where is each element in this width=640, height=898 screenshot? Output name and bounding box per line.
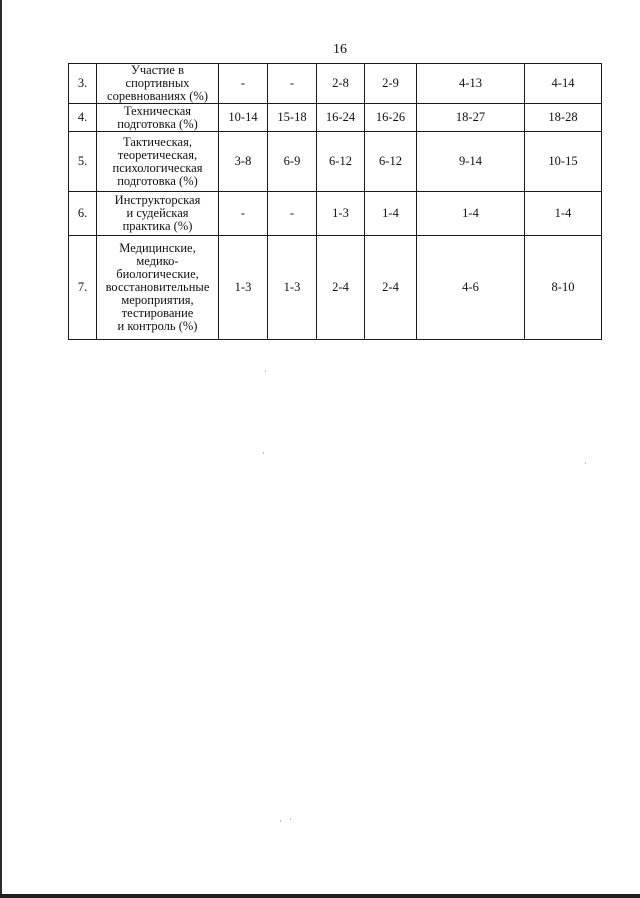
table-row (69, 192, 602, 236)
row-name (97, 236, 219, 340)
row-name-line: биологические, (116, 267, 199, 281)
table-cell: 18-28 (525, 104, 602, 132)
row-name-line: подготовка (%) (117, 116, 198, 131)
row-name (97, 192, 219, 236)
row-number: 5. (69, 132, 97, 192)
table-cell: 10-14 (219, 104, 268, 132)
row-name-line: психологическая (112, 160, 203, 175)
table-row (69, 132, 602, 192)
scan-speck (265, 370, 266, 372)
table-cell: 4-14 (525, 64, 602, 104)
row-number: 4. (69, 104, 97, 132)
row-name-line: восстановительные (105, 280, 210, 294)
row-name-line: Тактическая, (123, 134, 192, 149)
table-cell: 1-3 (268, 236, 317, 340)
row-name-line: теоретическая, (117, 147, 198, 162)
table-cell: 2-8 (317, 64, 365, 104)
row-name-line: Участие в спортивных (125, 63, 190, 90)
training-plan-table (68, 63, 602, 340)
table-row (69, 104, 602, 132)
table-cell: 1-4 (365, 192, 417, 236)
row-name-line: и судейская (126, 206, 189, 220)
table-cell: - (268, 64, 317, 104)
row-number: 6. (69, 192, 97, 236)
scan-speck (585, 462, 586, 464)
table-cell: 16-24 (317, 104, 365, 132)
row-name-line: Медицинские, (119, 241, 196, 255)
row-number: 3. (69, 64, 97, 104)
row-name-line: и контроль (%) (117, 319, 198, 333)
page-number: 16 (333, 42, 347, 57)
row-name (97, 104, 219, 132)
row-name-line: тестирование (121, 306, 194, 320)
row-name-line: Техническая (123, 103, 192, 118)
table-cell: 1-3 (317, 192, 365, 236)
scan-speck (280, 820, 281, 822)
scan-edge-left (0, 0, 2, 898)
table-cell: - (219, 64, 268, 104)
table-cell: 2-9 (365, 64, 417, 104)
table-cell: 6-9 (268, 132, 317, 192)
table-cell: - (268, 192, 317, 236)
row-name-line: соревнованиях (%) (107, 89, 208, 103)
table-cell: 2-4 (317, 236, 365, 340)
row-number: 7. (69, 236, 97, 340)
row-name (97, 132, 219, 192)
table-cell: 10-15 (525, 132, 602, 192)
row-name-line: мероприятия, (121, 293, 194, 307)
table-cell: 4-13 (417, 64, 525, 104)
table-cell: 1-3 (219, 236, 268, 340)
row-name-line: подготовка (%) (117, 173, 198, 188)
table-cell: 4-6 (417, 236, 525, 340)
row-name-line: Инструкторская (114, 193, 201, 207)
row-name-line: практика (%) (122, 219, 193, 233)
table-cell: 3-8 (219, 132, 268, 192)
table-cell: 1-4 (417, 192, 525, 236)
scan-speck (263, 452, 264, 454)
table-cell: 6-12 (365, 132, 417, 192)
row-name (97, 64, 219, 104)
table-cell: 6-12 (317, 132, 365, 192)
table-cell: - (219, 192, 268, 236)
table-cell: 15-18 (268, 104, 317, 132)
table-row (69, 64, 602, 104)
table-cell: 2-4 (365, 236, 417, 340)
table-row (69, 236, 602, 340)
scan-edge-bottom (0, 894, 640, 898)
table-cell: 9-14 (417, 132, 525, 192)
table-cell: 8-10 (525, 236, 602, 340)
table-cell: 16-26 (365, 104, 417, 132)
table-cell: 1-4 (525, 192, 602, 236)
row-name-line: медико- (136, 254, 179, 268)
table-cell: 18-27 (417, 104, 525, 132)
scan-speck (290, 818, 291, 820)
